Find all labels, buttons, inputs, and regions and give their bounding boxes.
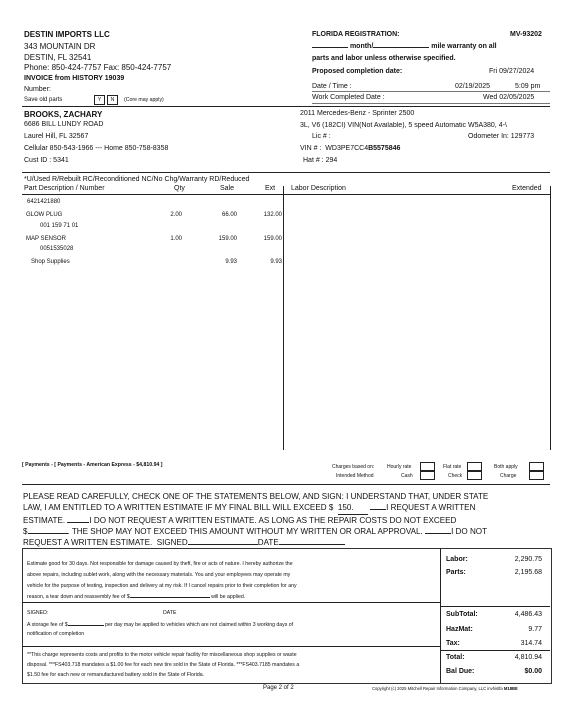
work-completed-value: Wed 02/05/2025 [483, 94, 535, 101]
table-row-desc: MAP SENSOR [26, 236, 66, 242]
cash-label: Cash [401, 473, 413, 479]
hazmat-value: 9.77 [528, 626, 542, 633]
table-row-sale: 159.00 [218, 236, 237, 242]
registration-number: MV-93202 [510, 31, 542, 38]
hat-number: Hat # : 294 [303, 157, 338, 164]
table-row-sale: 9.93 [225, 259, 237, 265]
labor-total: 2,290.75 [514, 556, 542, 563]
balance-due-label: Bal Due: [446, 668, 475, 675]
flat-rate-label: Flat rate [443, 464, 462, 470]
warranty-line1: month/ mile warranty on all [312, 43, 497, 50]
customer-name: BROOKS, ZACHARY [24, 110, 103, 119]
col-part-desc: Part Description / Number [24, 185, 105, 192]
estimate-statement: PLEASE READ CAREFULLY, CHECK ONE OF THE STATEMENTS BELOW, AND SIGN: I UNDERSTAND THAT, UNDER STATE LAW, I AM ENTITLED TO A WRITTEN ESTIMATE IF MY FINAL BILL WILL EXCEED $ 150. I REQUEST A WRITTEN ESTIMATE. I DO NOT REQUEST A WRITTEN ESTIMATE. AS LONG AS THE REPAIR COSTS DO NOT EXCEED $ . THE SHOP MAY NOT EXCEED THIS AMOUNT WITHOUT MY WRITTEN OR ORAL APPROVAL. I DO NOT REQUEST A WRITTEN ESTIMATE. SIGNED DATE [23, 492, 489, 548]
table-row-desc: 0051535028 [40, 246, 74, 252]
col-ext: Ext [265, 185, 276, 192]
tax-label: Tax: [446, 640, 460, 647]
balance-due-value: $0.00 [524, 668, 542, 675]
charge-checkbox[interactable] [529, 471, 544, 480]
proposed-completion-value: Fri 09/27/2024 [489, 68, 535, 75]
col-qty: Qty [174, 185, 185, 192]
storage-fee-note: notification of completion [27, 631, 85, 637]
vehicle-engine: 3L, V6 (182CI) VIN(Not Available), 5 speed Automatic W5A380, 4-\ [300, 122, 507, 129]
tax-value: 314.74 [520, 640, 542, 647]
save-old-parts-label: Save old parts [24, 97, 63, 103]
work-completed-label: Work Completed Date : [312, 94, 385, 101]
both-apply-checkbox[interactable] [529, 462, 544, 471]
table-row-qty: 1.00 [170, 236, 182, 242]
check-label: Check [448, 473, 463, 479]
subtotal-label: SubTotal: [446, 611, 478, 618]
date-time-label: Date / Time : [312, 83, 352, 90]
registration-label: FLORIDA REGISTRATION: [312, 31, 400, 38]
customer-phones: Cellular 850-543-1966 --- Home 850-758-8358 [24, 145, 169, 152]
col-sale: Sale [220, 185, 235, 192]
hourly-rate-label: Hourly rate [387, 464, 412, 470]
warranty-line2: parts and labor unless otherwise specified. [312, 55, 456, 62]
date-label: DATE [163, 610, 177, 616]
shop-name: DESTIN IMPORTS LLC [24, 30, 110, 39]
date-value: 02/19/2025 [455, 83, 491, 90]
invoice-title: INVOICE from HISTORY 19039 [24, 75, 125, 82]
payments-text: [ Payments - [ Payments - American Express - $4,810.94 ] [22, 462, 163, 468]
storage-fee-text: A storage fee of $ per day may be applied to vehicles which are not claimed within 3 working days of [27, 622, 294, 628]
table-row-ext: 9.93 [270, 259, 282, 265]
charge-label: Charge [500, 473, 517, 479]
both-apply-label: Both apply [494, 464, 518, 470]
cash-checkbox[interactable] [420, 471, 435, 480]
parts-label: Parts: [446, 569, 466, 576]
florida-statute-text: **This charge represents costs and profits to the motor vehicle repair facility for miscellaneous shop supplies or waste disposal. ***FS403.718 mandates a $1.00 fee for each new tire sold in the State of Florida. ***FS403.7185 mandates a $1.50 fee for each new or remanufactured battery sold in the State of Florida. [27, 652, 300, 678]
shop-city: DESTIN, FL 32541 [24, 53, 92, 62]
labor-label: Labor: [446, 556, 468, 563]
time-value: 5:09 pm [515, 83, 541, 90]
table-row-sale: 66.00 [221, 212, 237, 218]
signed-label: SIGNED: [27, 610, 49, 616]
customer-id: Cust ID : 5341 [24, 157, 69, 164]
customer-address: 6686 BILL LUNDY ROAD [24, 121, 104, 128]
shop-phones: Phone: 850-424-7757 Fax: 850-424-7757 [24, 63, 172, 72]
save-parts-no-checkbox[interactable]: N [107, 95, 118, 105]
save-parts-yes-checkbox[interactable]: Y [94, 95, 105, 105]
table-row-ext: 159.00 [263, 236, 282, 242]
check-checkbox[interactable] [467, 471, 482, 480]
vin: VIN # : WD3PE7CC4B5575846 [300, 145, 401, 152]
total-label: Total: [446, 654, 465, 661]
table-row-qty: 2.00 [170, 212, 182, 218]
shop-address: 343 MOUNTAIN DR [24, 42, 96, 51]
parts-total: 2,195.68 [514, 569, 542, 576]
total-value: 4,810.94 [514, 654, 542, 661]
odometer-in: Odometer In: 129773 [468, 133, 535, 140]
table-row-desc: GLOW PLUG [26, 212, 63, 218]
table-row-desc: 001 159 71 01 [40, 223, 79, 229]
table-row-desc: 6421421880 [27, 199, 61, 205]
flat-rate-checkbox[interactable] [467, 462, 482, 471]
hourly-rate-checkbox[interactable] [420, 462, 435, 471]
copyright: Copyright (c) 2025 Mitchell Repair Information Company, LLC invhistfa M18BE [372, 686, 518, 691]
customer-city: Laurel Hill, FL 32567 [24, 133, 89, 140]
proposed-completion-label: Proposed completion date: [312, 68, 403, 75]
table-row-desc: Shop Supplies [31, 259, 70, 265]
invoice-number-label: Number: [24, 86, 51, 93]
hazmat-label: HazMat: [446, 626, 473, 633]
vehicle-model: 2011 Mercedes-Benz - Sprinter 2500 [300, 110, 415, 117]
col-labor-desc: Labor Description [291, 185, 346, 192]
intended-method: Intended Method [336, 473, 374, 479]
lic-label: Lic # : [312, 133, 331, 140]
terms-text: Estimate good for 30 days. Not responsible for damage caused by theft, fire or acts of nature. I hereby authorize the above repairs, including sublet work, along with the necessary materials. You and your employees may operate my vehicle for the purpose of testing, inspection and delivery at my risk. If I cancel repairs prior to their completion for any reason, a tear down and reassembly fee of $ will be applied. [27, 561, 297, 600]
subtotal-value: 4,486.43 [514, 611, 542, 618]
col-extended: Extended [512, 185, 542, 192]
table-row-ext: 132.00 [263, 212, 282, 218]
table-legend: *U/Used R/Rebuilt RC/Reconditioned NC/No Chg/Warranty RD/Reduced [24, 176, 250, 183]
charges-based-on: Charges based on: [332, 464, 375, 470]
page-number: Page 2 of 2 [263, 685, 294, 691]
core-note: (Core may apply) [124, 97, 164, 103]
